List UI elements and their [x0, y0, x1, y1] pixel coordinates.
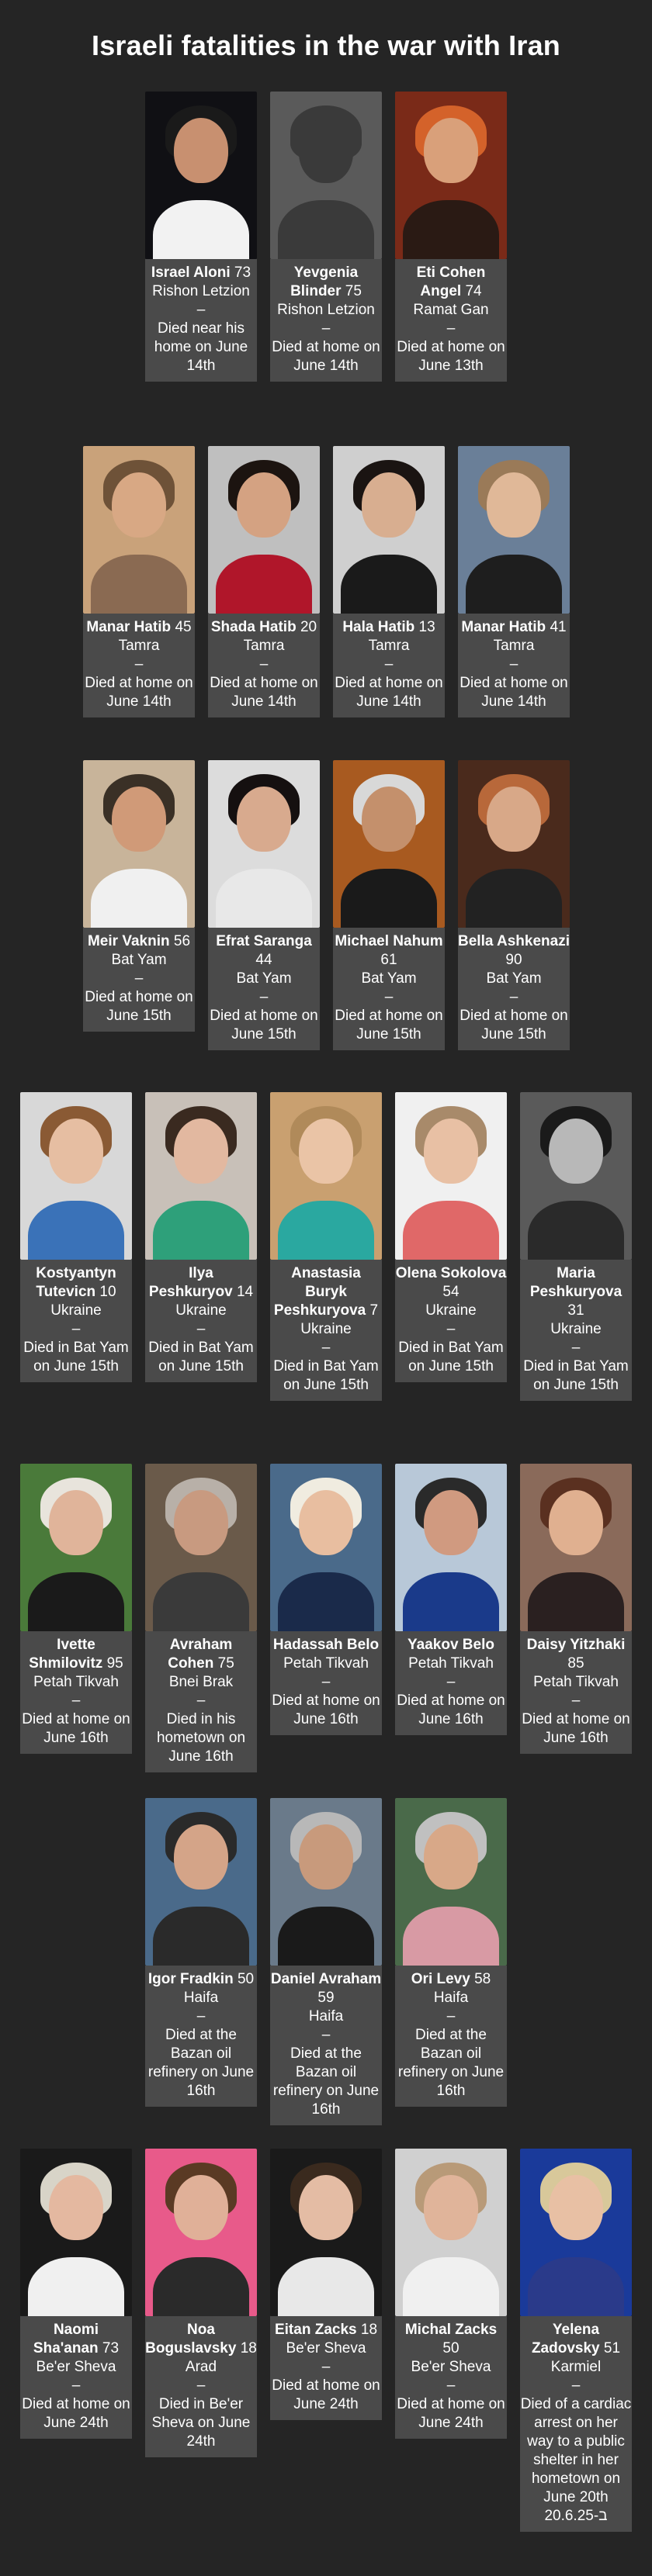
photo-face: [549, 1119, 603, 1184]
victim-age: 18: [240, 2340, 257, 2356]
photo-clothes: [403, 1572, 499, 1631]
victim-photo: [333, 446, 445, 614]
separator-dash: –: [196, 2377, 206, 2394]
death-circumstances: Died at home on June 16th: [397, 1693, 505, 1727]
victim-age: 75: [345, 283, 362, 299]
victim-photo: [520, 1092, 632, 1260]
victim-place: Haifa: [308, 2008, 344, 2024]
victim-photo: [270, 92, 382, 259]
victim-card: [520, 1092, 632, 1401]
victim-age: 44: [255, 952, 272, 968]
death-circumstances: Died at home on June 15th: [210, 1008, 318, 1043]
victim-card: [208, 446, 320, 717]
victim-place: Arad: [185, 2359, 217, 2375]
photo-face: [299, 1119, 353, 1184]
victim-info: [145, 1631, 257, 1772]
photo-face: [174, 2175, 228, 2240]
victim-place: Bat Yam: [111, 952, 167, 968]
victim-info: [145, 1966, 257, 2107]
victim-place: Ukraine: [50, 1302, 102, 1319]
victim-place: Tamra: [118, 638, 160, 654]
victim-info: [520, 1631, 632, 1754]
victim-name: Avraham Cohen: [168, 1637, 233, 1672]
separator-dash: –: [321, 2359, 331, 2375]
photo-face: [112, 472, 166, 538]
death-circumstances: Died of a cardiac arrest on her way to a public shelter in her hometown on June 20th 20.6.25-ב: [520, 2396, 632, 2524]
victim-photo: [145, 2149, 257, 2316]
photo-clothes: [278, 2257, 374, 2316]
separator-dash: –: [571, 1340, 581, 1356]
photo-face: [299, 118, 353, 183]
victim-place: Petah Tikvah: [408, 1655, 494, 1672]
photo-clothes: [403, 200, 499, 259]
death-circumstances: Died in Bat Yam on June 15th: [273, 1358, 379, 1393]
victim-info: [208, 928, 320, 1050]
victim-place: Be'er Sheva: [36, 2359, 116, 2375]
separator-dash: –: [196, 1321, 206, 1337]
death-circumstances: Died at home on June 14th: [210, 675, 318, 710]
victim-photo: [395, 2149, 507, 2316]
victim-card: [395, 1464, 507, 1735]
victim-card: [333, 760, 445, 1050]
photo-clothes: [278, 1572, 374, 1631]
separator-dash: –: [446, 1674, 456, 1690]
victim-age: 59: [317, 1990, 335, 2006]
victim-card: [208, 760, 320, 1050]
victim-photo: [458, 760, 570, 928]
victim-card: [270, 2149, 382, 2420]
photo-clothes: [278, 1907, 374, 1966]
separator-dash: –: [71, 2377, 81, 2394]
victim-place: Petah Tikvah: [33, 1674, 119, 1690]
photo-clothes: [466, 869, 562, 928]
victim-place: Karmiel: [550, 2359, 602, 2375]
death-circumstances: Died at the Bazan oil refinery on June 16th: [397, 2027, 505, 2099]
victim-place: Petah Tikvah: [283, 1655, 369, 1672]
victim-age: 20: [300, 619, 317, 635]
victim-age: 51: [603, 2340, 621, 2356]
photo-face: [549, 1490, 603, 1555]
victim-photo: [20, 2149, 132, 2316]
victim-photo: [395, 1798, 507, 1966]
victim-photo: [270, 2149, 382, 2316]
photo-clothes: [153, 2257, 249, 2316]
death-circumstances: Died in Be'er Sheva on June 24th: [151, 2396, 251, 2450]
victim-place: Haifa: [183, 1990, 219, 2006]
victim-card: [333, 446, 445, 717]
photo-face: [174, 118, 228, 183]
victim-age: 7: [369, 1302, 379, 1319]
separator-dash: –: [509, 656, 518, 673]
victim-card: [520, 1464, 632, 1754]
victim-age: 50: [237, 1971, 255, 1987]
victim-name: Daisy Yitzhaki: [526, 1637, 626, 1653]
separator-dash: –: [259, 656, 269, 673]
victim-age: 74: [465, 283, 482, 299]
photo-clothes: [28, 1201, 124, 1260]
victim-name: Shada Hatib: [210, 619, 297, 635]
death-circumstances: Died at home on June 24th: [22, 2396, 130, 2431]
photo-face: [237, 472, 291, 538]
photo-face: [174, 1119, 228, 1184]
victim-card: [145, 92, 257, 382]
death-circumstances: Died in Bat Yam on June 15th: [23, 1340, 129, 1374]
victim-place: Haifa: [433, 1990, 469, 2006]
photo-clothes: [28, 1572, 124, 1631]
death-circumstances: Died at home on June 16th: [522, 1711, 630, 1746]
photo-clothes: [528, 1201, 624, 1260]
victim-info: [83, 614, 195, 717]
victim-name: Meir Vaknin: [87, 933, 170, 949]
victim-age: 13: [418, 619, 435, 635]
victim-card: [270, 1092, 382, 1401]
victim-photo: [145, 1092, 257, 1260]
victim-info: [20, 1631, 132, 1754]
photo-clothes: [153, 1572, 249, 1631]
victim-age: 56: [173, 933, 191, 949]
victim-age: 50: [442, 2340, 460, 2356]
death-circumstances: Died in Bat Yam on June 15th: [148, 1340, 254, 1374]
victim-card: [520, 2149, 632, 2532]
separator-dash: –: [259, 989, 269, 1005]
victim-name: Daniel Avraham: [270, 1971, 382, 1987]
victim-card: [458, 760, 570, 1050]
victim-card: [458, 446, 570, 717]
death-circumstances: Died at home on June 15th: [460, 1008, 568, 1043]
separator-dash: –: [384, 989, 394, 1005]
victim-info: [395, 259, 507, 382]
victim-name: Olena Sokolova: [395, 1265, 507, 1281]
victim-photo: [270, 1464, 382, 1631]
victim-info: [395, 1631, 507, 1735]
victim-photo: [395, 92, 507, 259]
photo-clothes: [153, 200, 249, 259]
victim-info: [270, 1966, 382, 2125]
victim-card: [145, 1092, 257, 1382]
victim-name: Efrat Saranga: [216, 933, 312, 949]
victim-name: Ivette Shmilovitz: [29, 1637, 103, 1672]
victim-info: [208, 614, 320, 717]
victim-photo: [520, 1464, 632, 1631]
death-circumstances: Died at home on June 14th: [335, 675, 443, 710]
victim-photo: [520, 2149, 632, 2316]
photo-clothes: [91, 555, 187, 614]
separator-dash: –: [196, 302, 206, 318]
victim-name: Manar Hatib: [86, 619, 172, 635]
photo-face: [299, 2175, 353, 2240]
victim-age: 90: [505, 952, 522, 968]
victim-card: [20, 1464, 132, 1754]
separator-dash: –: [446, 2377, 456, 2394]
victim-photo: [208, 446, 320, 614]
victim-name: Ilya Peshkuryov: [148, 1265, 233, 1300]
victim-age: 18: [360, 2322, 378, 2338]
victim-place: Petah Tikvah: [533, 1674, 619, 1690]
victim-place: Ukraine: [300, 1321, 352, 1337]
death-circumstances: Died at home on June 15th: [85, 989, 193, 1024]
victim-info: [270, 259, 382, 382]
victim-age: 75: [217, 1655, 234, 1672]
victim-age: 73: [234, 265, 251, 281]
victim-place: Bnei Brak: [168, 1674, 234, 1690]
victim-place: Bat Yam: [361, 970, 417, 987]
victim-info: [20, 2316, 132, 2439]
victim-name: Manar Hatib: [461, 619, 546, 635]
victim-card: [20, 1092, 132, 1382]
victim-age: 54: [442, 1284, 460, 1300]
death-circumstances: Died at home on June 14th: [85, 675, 193, 710]
victim-info: [83, 928, 195, 1032]
victim-place: Ramat Gan: [413, 302, 489, 318]
photo-clothes: [528, 1572, 624, 1631]
photo-face: [237, 787, 291, 852]
photo-face: [487, 472, 541, 538]
victim-place: Ukraine: [175, 1302, 227, 1319]
victim-place: Ukraine: [550, 1321, 602, 1337]
victim-card: [270, 1464, 382, 1735]
victim-place: Be'er Sheva: [286, 2340, 366, 2356]
victim-name: Michal Zacks: [404, 2322, 498, 2338]
death-circumstances: Died at home on June 24th: [397, 2396, 505, 2431]
victim-info: [270, 2316, 382, 2420]
victim-photo: [145, 1798, 257, 1966]
victim-age: 85: [567, 1655, 584, 1672]
separator-dash: –: [509, 989, 518, 1005]
victim-photo: [333, 760, 445, 928]
victim-name: Hadassah Belo: [272, 1637, 380, 1653]
photo-clothes: [28, 2257, 124, 2316]
photo-face: [49, 1490, 103, 1555]
photo-clothes: [153, 1201, 249, 1260]
death-circumstances: Died in Bat Yam on June 15th: [398, 1340, 504, 1374]
victim-info: [270, 1631, 382, 1735]
photo-face: [549, 2175, 603, 2240]
separator-dash: –: [446, 2008, 456, 2024]
photo-clothes: [466, 555, 562, 614]
photo-clothes: [153, 1907, 249, 1966]
death-circumstances: Died at home on June 14th: [460, 675, 568, 710]
victim-card: [145, 1798, 257, 2107]
victim-name: Ori Levy: [411, 1971, 470, 1987]
victim-card: [270, 1798, 382, 2125]
victim-place: Ukraine: [425, 1302, 477, 1319]
photo-clothes: [528, 2257, 624, 2316]
death-circumstances: Died in his hometown on June 16th: [156, 1711, 246, 1765]
photo-clothes: [341, 555, 437, 614]
victim-place: Rishon Letzion: [152, 283, 250, 299]
photo-face: [424, 1824, 478, 1890]
separator-dash: –: [384, 656, 394, 673]
separator-dash: –: [134, 656, 144, 673]
photo-face: [362, 787, 416, 852]
victim-info: [395, 2316, 507, 2439]
victim-place: Rishon Letzion: [277, 302, 375, 318]
death-circumstances: Died at the Bazan oil refinery on June 16th: [272, 2045, 380, 2118]
death-circumstances: Died at home on June 14th: [272, 339, 380, 374]
victim-info: [333, 928, 445, 1050]
victim-card: [20, 2149, 132, 2439]
victim-photo: [270, 1798, 382, 1966]
separator-dash: –: [321, 1340, 331, 1356]
victim-card: [145, 2149, 257, 2457]
separator-dash: –: [446, 320, 456, 337]
victim-name: Eti Cohen Angel: [416, 265, 486, 299]
victim-photo: [145, 1464, 257, 1631]
separator-dash: –: [321, 1674, 331, 1690]
victim-name: Bella Ashkenazi: [458, 933, 570, 949]
victim-photo: [395, 1464, 507, 1631]
victim-photo: [145, 92, 257, 259]
victim-name: Maria Peshkuryova: [529, 1265, 623, 1300]
photo-face: [424, 1490, 478, 1555]
separator-dash: –: [196, 2008, 206, 2024]
separator-dash: –: [71, 1321, 81, 1337]
photo-face: [112, 787, 166, 852]
victim-card: [395, 1798, 507, 2107]
victim-info: [395, 1966, 507, 2107]
victim-place: Be'er Sheva: [411, 2359, 491, 2375]
photo-clothes: [278, 200, 374, 259]
victim-info: [520, 1260, 632, 1401]
separator-dash: –: [571, 2377, 581, 2394]
death-circumstances: Died at home on June 16th: [272, 1693, 380, 1727]
photo-clothes: [216, 869, 312, 928]
victim-name: Noa Boguslavsky: [145, 2322, 237, 2356]
victim-card: [145, 1464, 257, 1772]
photo-face: [174, 1490, 228, 1555]
death-circumstances: Died at home on June 24th: [272, 2377, 380, 2412]
photo-face: [487, 787, 541, 852]
photo-clothes: [403, 2257, 499, 2316]
victim-age: 73: [102, 2340, 120, 2356]
victim-name: Yaakov Belo: [408, 1637, 494, 1653]
photo-face: [424, 1119, 478, 1184]
victim-photo: [83, 760, 195, 928]
separator-dash: –: [196, 1693, 206, 1709]
death-circumstances: Died at home on June 15th: [335, 1008, 443, 1043]
victim-info: [458, 614, 570, 717]
victim-age: 41: [550, 619, 567, 635]
victim-info: [145, 259, 257, 382]
victim-place: Tamra: [493, 638, 535, 654]
photo-face: [174, 1824, 228, 1890]
victim-age: 31: [567, 1302, 584, 1319]
victim-age: 58: [474, 1971, 491, 1987]
separator-dash: –: [321, 2027, 331, 2043]
victim-age: 10: [99, 1284, 116, 1300]
victim-name: Michael Nahum: [335, 933, 443, 949]
victim-photo: [458, 446, 570, 614]
victim-info: [458, 928, 570, 1050]
victim-place: Tamra: [243, 638, 285, 654]
victim-name: Eitan Zacks: [274, 2322, 357, 2338]
victim-name: Igor Fradkin: [147, 1971, 234, 1987]
photo-face: [49, 1119, 103, 1184]
photo-clothes: [341, 869, 437, 928]
victim-card: [270, 92, 382, 382]
victim-photo: [20, 1092, 132, 1260]
victim-card: [395, 1092, 507, 1382]
victim-name: Naomi Sha'anan: [33, 2322, 99, 2356]
victim-place: Bat Yam: [486, 970, 542, 987]
victim-place: Bat Yam: [236, 970, 292, 987]
victim-info: [395, 1260, 507, 1382]
victim-photo: [395, 1092, 507, 1260]
death-circumstances: Died at the Bazan oil refinery on June 16th: [147, 2027, 255, 2099]
victim-name: Kostyantyn Tutevicn: [36, 1265, 116, 1300]
separator-dash: –: [134, 970, 144, 987]
photo-clothes: [91, 869, 187, 928]
photo-face: [49, 2175, 103, 2240]
victim-card: [83, 760, 195, 1032]
death-circumstances: Died at home on June 16th: [22, 1711, 130, 1746]
victim-photo: [83, 446, 195, 614]
victim-age: 61: [380, 952, 397, 968]
victim-place: Tamra: [368, 638, 410, 654]
victim-info: [145, 1260, 257, 1382]
victim-photo: [20, 1464, 132, 1631]
victim-name: Israel Aloni: [151, 265, 231, 281]
photo-face: [424, 2175, 478, 2240]
victim-age: 45: [175, 619, 192, 635]
death-circumstances: Died at home on June 13th: [397, 339, 505, 374]
victim-info: [20, 1260, 132, 1382]
death-circumstances: Died near his home on June 14th: [154, 320, 248, 374]
victim-card: [395, 92, 507, 382]
victim-age: 14: [236, 1284, 254, 1300]
photo-face: [362, 472, 416, 538]
victim-photo: [270, 1092, 382, 1260]
photo-clothes: [403, 1907, 499, 1966]
photo-clothes: [278, 1201, 374, 1260]
photo-clothes: [403, 1201, 499, 1260]
victim-info: [145, 2316, 257, 2457]
photo-face: [299, 1824, 353, 1890]
photo-face: [424, 118, 478, 183]
separator-dash: –: [321, 320, 331, 337]
page-title: Israeli fatalities in the war with Iran: [92, 29, 560, 61]
victim-name: Yelena Zadovsky: [531, 2322, 600, 2356]
victim-photo: [208, 760, 320, 928]
separator-dash: –: [571, 1693, 581, 1709]
victim-age: 95: [106, 1655, 123, 1672]
victim-info: [520, 2316, 632, 2532]
death-circumstances: Died in Bat Yam on June 15th: [523, 1358, 629, 1393]
victim-name: Yevgenia Blinder: [290, 265, 359, 299]
photo-face: [299, 1490, 353, 1555]
victim-info: [270, 1260, 382, 1401]
victim-name: Hala Hatib: [342, 619, 415, 635]
separator-dash: –: [71, 1693, 81, 1709]
separator-dash: –: [446, 1321, 456, 1337]
victim-name: Anastasia Buryk Peshkuryova: [273, 1265, 366, 1319]
victim-info: [333, 614, 445, 717]
victim-card: [83, 446, 195, 717]
victim-card: [395, 2149, 507, 2439]
photo-clothes: [216, 555, 312, 614]
